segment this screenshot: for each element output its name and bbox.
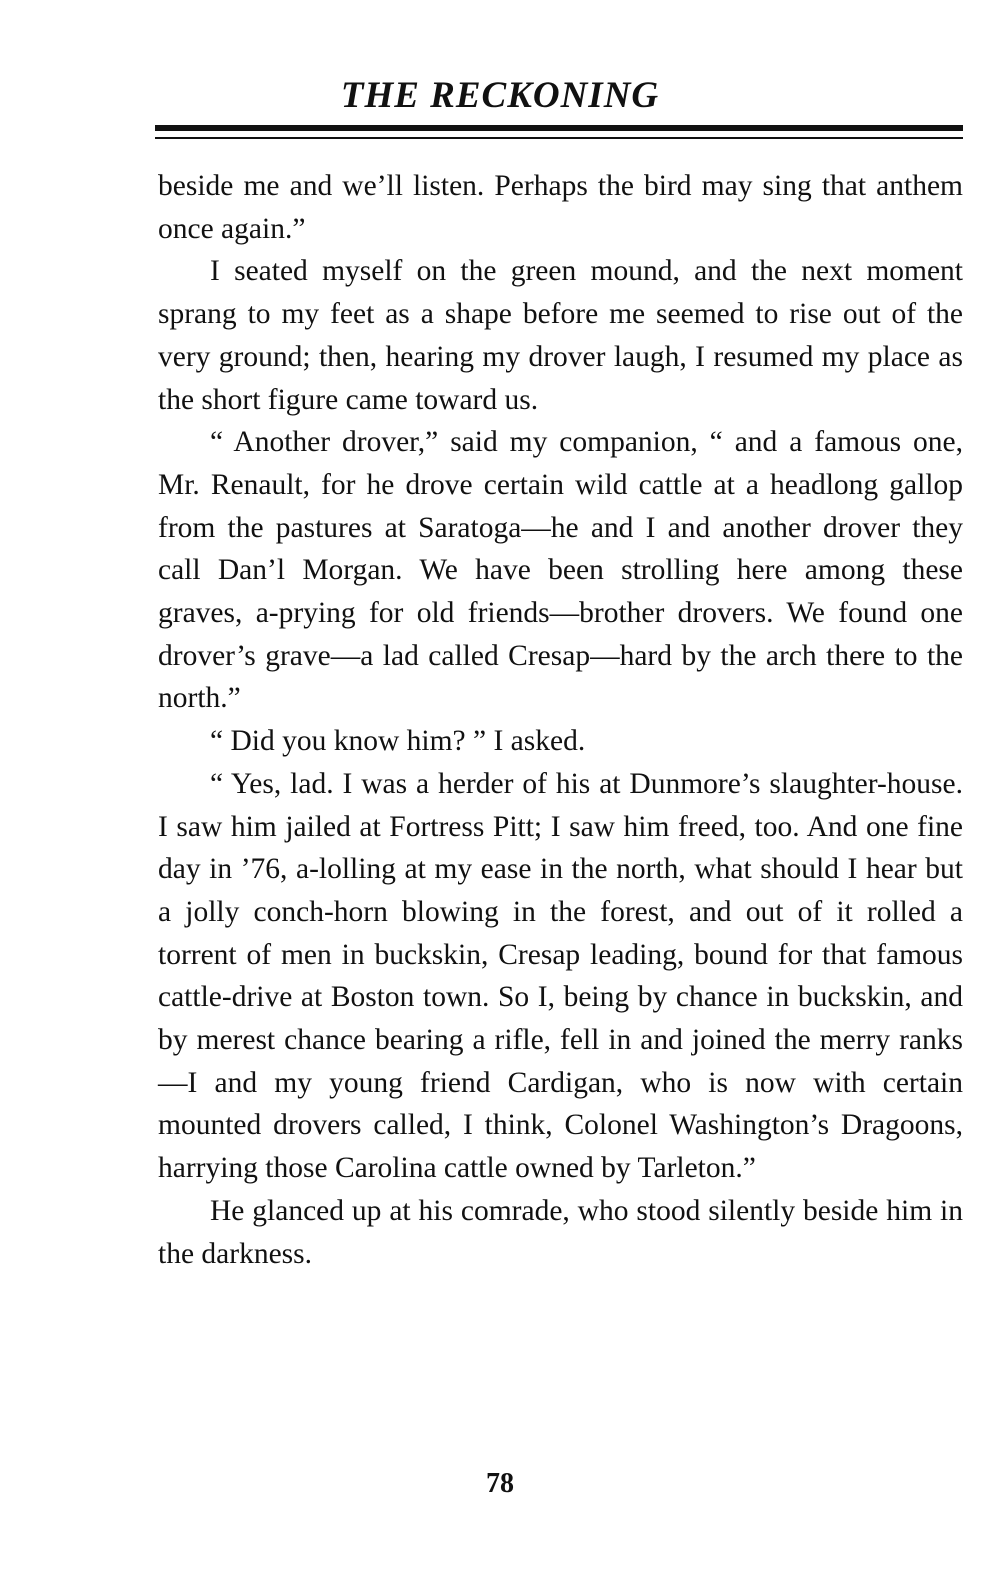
header-rule-thin <box>155 137 963 139</box>
paragraph: “ Did you know him? ” I asked. <box>210 725 586 758</box>
paragraph: “ Yes, lad. I was a herder of his at Dunmore’s slaughter-house. I saw him jailed at Fortress Pitt; I saw him freed, too. And one fine day in ’76, a-lolling at my ease in the north, what should I hear but a jolly conch-horn blowing in the forest, and out of it rolled a torrent of men in buckskin, Cresap leading, bound for that famous cattle-drive at Boston town. So I, being by chance in buckskin, and by merest chance bearing a rifle, fell in and joined the merry ranks—I and my young friend Cardigan, who is now with certain mounted drovers called, I think, Colonel Washington’s Dragoons, harrying those Carolina cattle owned by Tarleton.” <box>158 767 963 1185</box>
paragraph: He glanced up at his comrade, who stood silently beside him in the darkness. <box>158 1194 963 1270</box>
paragraph: “ Another drover,” said my companion, “ and a famous one, Mr. Renault, for he drove certain wild cattle at a headlong gallop from the pastures at Saratoga—he and I and another drover they call Dan’l Morgan. We have been strolling here among these graves, a-prying for old friends—brother drovers. We found one drover’s grave—a lad called Cresap—hard by the arch there to the north.” <box>158 426 963 715</box>
header-rule-thick <box>155 125 963 131</box>
body-text <box>158 165 963 1275</box>
page-number: 78 <box>486 1468 514 1499</box>
paragraph-continued: beside me and we’ll listen. Perhaps the bird may sing that anthem once again.” <box>158 170 963 245</box>
running-title: THE RECKONING <box>340 75 660 116</box>
paragraph: I seated myself on the green mound, and the next moment sprang to my feet as a shape before me seemed to rise out of the very ground; then, hearing my drover laugh, I resumed my place as the short figure came toward us. <box>158 255 963 416</box>
